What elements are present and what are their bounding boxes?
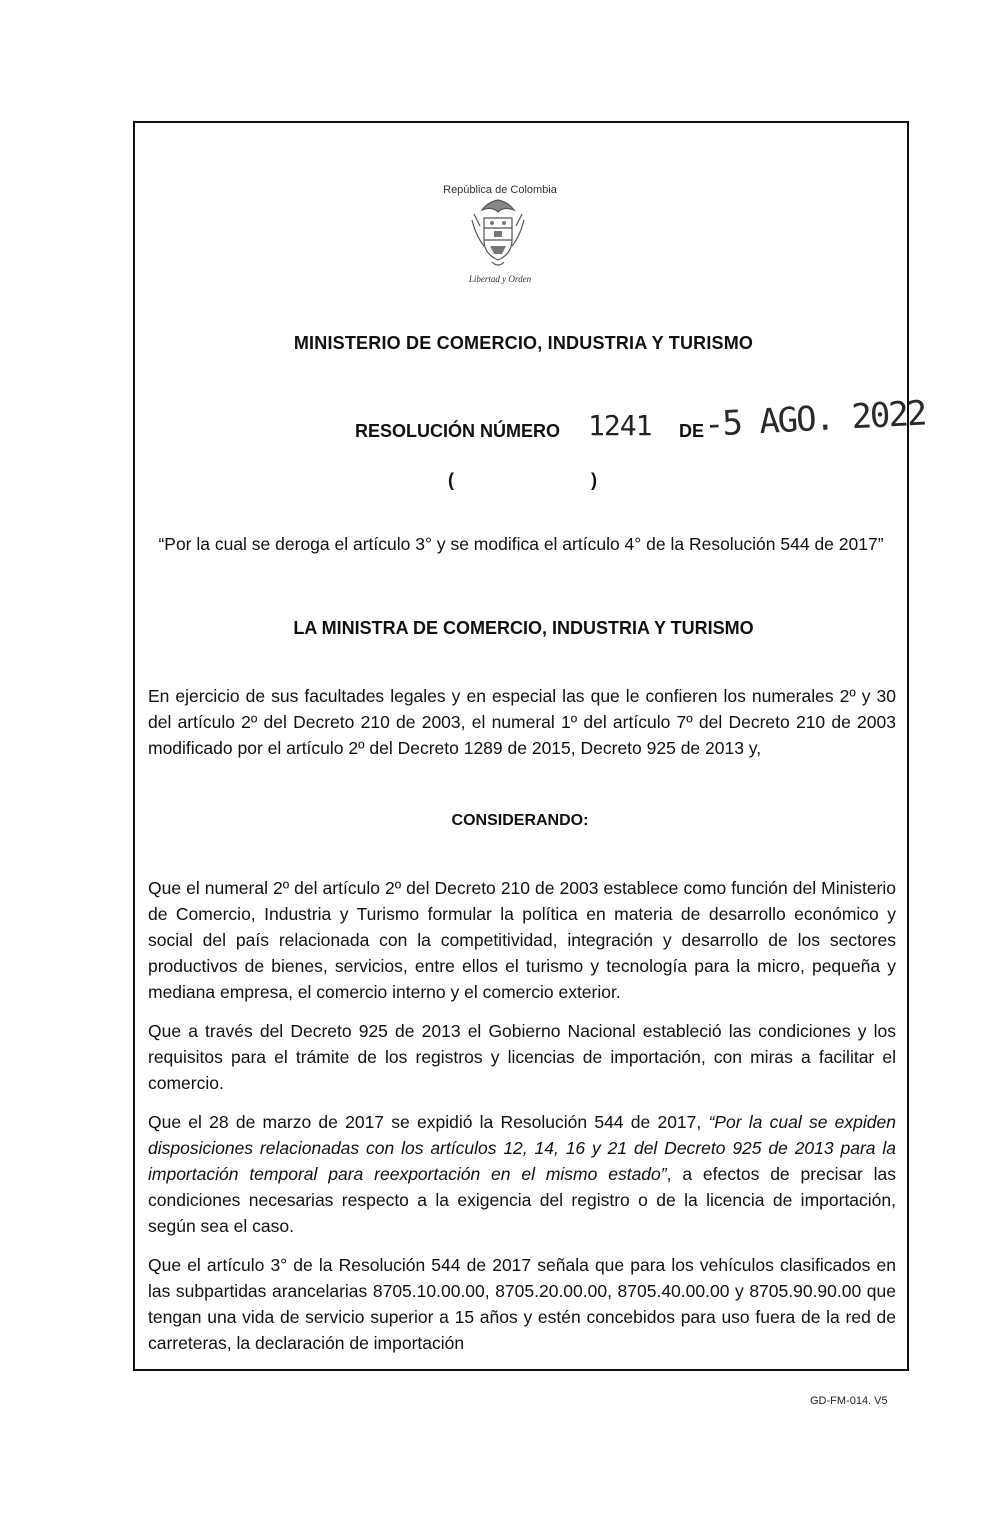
considerando-heading: CONSIDERANDO: bbox=[451, 812, 589, 829]
legal-powers-paragraph: En ejercicio de sus facultades legales y en especial las que le confieren los numerales 2º y 30 del artículo 2º del Decreto 210 de 2003, el numeral 1º del artículo 7º del Decreto 210 de 2003 modificado por el artículo 2º del Decreto 1289 de 2015, Decreto 925 de 2013 y, bbox=[148, 686, 896, 758]
resolution-label: RESOLUCIÓN NÚMERO bbox=[355, 421, 561, 441]
considerando-paragraph-4: Que el artículo 3° de la Resolución 544 de 2017 señala que para los vehículos clasificados en las subpartidas arancelarias 8705.10.00.00, 8705.20.00.00, 8705.40.00.00 y 8705.90.90.00 que tengan una vida de servicio superior a 15 años y estén concebidos para uso fuera de la red de carreteras, la declaración de importación bbox=[148, 1255, 896, 1353]
resolution-epigraph: “Por la cual se deroga el artículo 3° y se modifica el artículo 4° de la Resolución 544 de 2017” bbox=[158, 534, 884, 554]
considerando-paragraph-2: Que a través del Decreto 925 de 2013 el Gobierno Nacional estableció las condiciones y los requisitos para el trámite de los registros y licencias de importación, con miras a facilitar el comercio. bbox=[148, 1021, 896, 1093]
considerando-paragraph-1: Que el numeral 2º del artículo 2º del Decreto 210 de 2003 establece como función del Ministerio de Comercio, Industria y Turismo formular la política en materia de desarrollo económico y social del país relacionada con la competitividad, integración y desarrollo de los sectores productivos de bienes, servicios, entre ellos el turismo y tecnología para la micro, pequeña y mediana empresa, el comercio interno y el comercio exterior. bbox=[148, 878, 896, 1002]
coat-of-arms-icon bbox=[466, 196, 530, 270]
issuer-heading: LA MINISTRA DE COMERCIO, INDUSTRIA Y TURISMO bbox=[293, 618, 754, 638]
resolution-date-stamp: -5 AGO. 2022 bbox=[702, 393, 927, 445]
considerando-paragraph-3-intro: Que el 28 de marzo de 2017 se expidió la Resolución 544 de 2017, bbox=[148, 1112, 709, 1132]
resolution-number-stamp: 1241 bbox=[588, 409, 652, 442]
considerando-paragraph-3-rest: , a efectos de precisar las condiciones necesarias respecto a la exigencia del registro o de la licencia de importación, según sea el caso. bbox=[148, 1164, 897, 1236]
paren-close: ) bbox=[591, 470, 597, 490]
resolution-544-title-quote: “Por la cual se expiden disposiciones relacionadas con los artículos 12, 14, 16 y 21 del Decreto 925 de 2013 para la importación temporal para reexportación en el mismo estado” bbox=[148, 1112, 896, 1184]
ministry-heading: MINISTERIO DE COMERCIO, INDUSTRIA Y TURISMO bbox=[293, 333, 754, 353]
resolution-de-label: DE bbox=[679, 421, 705, 441]
considerando-paragraph-3 bbox=[148, 1109, 896, 1239]
republica-label: República de Colombia bbox=[443, 184, 557, 196]
form-code: GD-FM-014. V5 bbox=[810, 1395, 888, 1407]
paren-open: ( bbox=[448, 470, 454, 490]
national-motto: Libertad y Orden bbox=[468, 274, 532, 284]
